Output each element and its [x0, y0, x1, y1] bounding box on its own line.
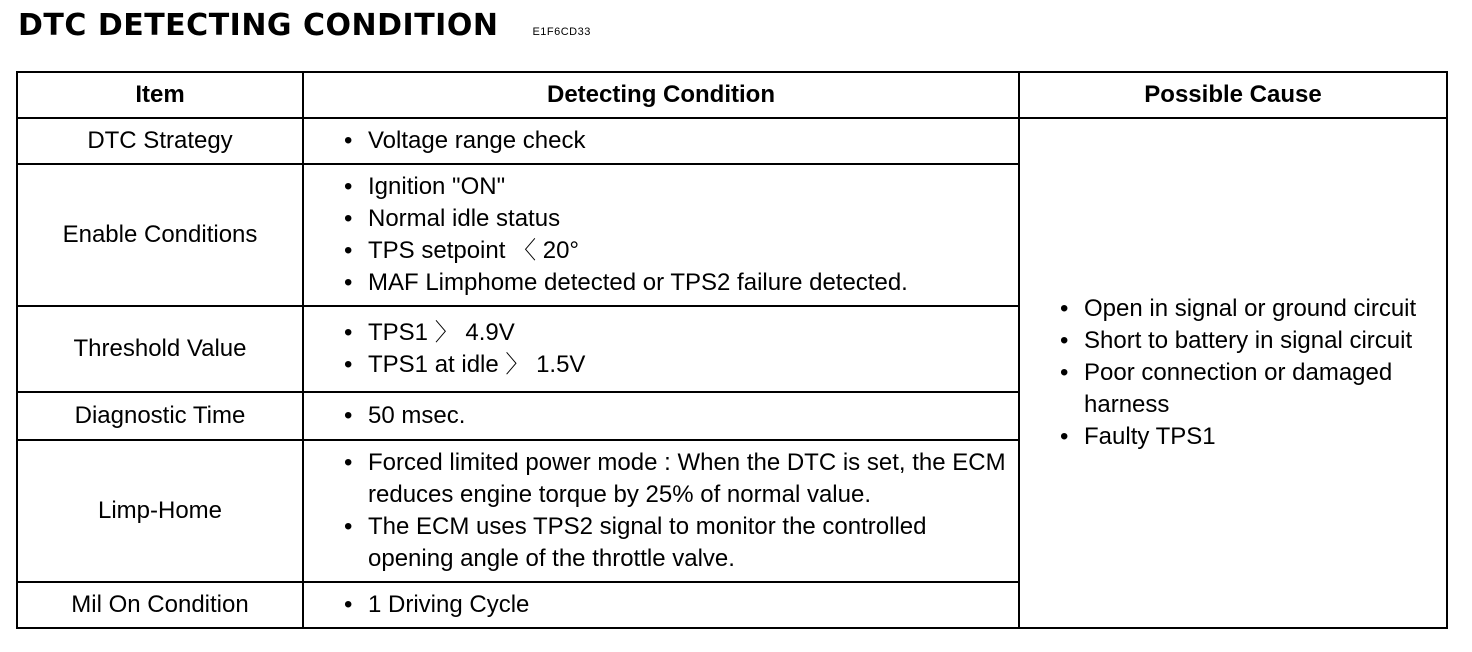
condition-cell: [303, 582, 1019, 628]
bullet-icon: •: [1060, 295, 1069, 322]
dtc-condition-table: [16, 71, 1448, 629]
list-item: • TPS1 〉 4.9V: [344, 317, 1010, 349]
list-item: • 1 Driving Cycle: [344, 589, 1010, 621]
bullet-icon: •: [344, 237, 353, 264]
item-cell: DTC Strategy: [17, 118, 303, 164]
table-row: [17, 118, 1447, 164]
list-item: • TPS setpoint 〈 20°: [344, 235, 1010, 267]
list-item: • Forced limited power mode : When the DTC is set, the ECM reduces engine torque by 25% of normal value.: [344, 449, 1006, 508]
bullet-icon: •: [344, 127, 353, 154]
list-item: • Poor connection or damaged harness: [1060, 359, 1393, 418]
list-item: • TPS1 at idle 〉 1.5V: [344, 349, 1010, 381]
list-item: • Normal idle status: [344, 203, 1010, 235]
list-item: • 50 msec.: [344, 400, 1010, 432]
table-header-row: [17, 72, 1447, 118]
list-item: • Faulty TPS1: [1060, 421, 1436, 453]
condition-cell: [303, 392, 1019, 440]
bullet-icon: •: [344, 402, 353, 429]
condition-list: [344, 447, 1010, 575]
bullet-icon: •: [344, 449, 353, 476]
bullet-icon: •: [344, 591, 353, 618]
bullet-icon: •: [344, 269, 353, 296]
condition-list: [344, 125, 1010, 157]
condition-list: [344, 317, 1010, 381]
bullet-icon: •: [344, 319, 353, 346]
condition-cell: [303, 306, 1019, 392]
bullet-icon: •: [1060, 423, 1069, 450]
list-item: • Open in signal or ground circuit: [1060, 293, 1436, 325]
item-cell: Enable Conditions: [17, 164, 303, 306]
bullet-icon: •: [344, 351, 353, 378]
item-cell: Limp-Home: [17, 440, 303, 582]
bullet-icon: •: [1060, 327, 1069, 354]
bullet-icon: •: [344, 513, 353, 540]
page-heading: [18, 8, 591, 43]
column-header-detecting-condition: Detecting Condition: [303, 72, 1019, 118]
page-title: DTC DETECTING CONDITION: [18, 8, 499, 43]
item-cell: Mil On Condition: [17, 582, 303, 628]
possible-cause-cell: [1019, 118, 1447, 628]
column-header-possible-cause: Possible Cause: [1019, 72, 1447, 118]
condition-cell: [303, 164, 1019, 306]
condition-list: [344, 171, 1010, 299]
possible-cause-list: [1060, 293, 1436, 453]
condition-list: [344, 589, 1010, 621]
bullet-icon: •: [1060, 359, 1069, 386]
list-item: • Voltage range check: [344, 125, 1010, 157]
condition-cell: [303, 440, 1019, 582]
list-item: • Ignition "ON": [344, 171, 1010, 203]
condition-list: [344, 400, 1010, 432]
list-item: • MAF Limphome detected or TPS2 failure detected.: [344, 267, 1010, 299]
column-header-item: Item: [17, 72, 303, 118]
list-item: • The ECM uses TPS2 signal to monitor the controlled opening angle of the throttle valve.: [344, 513, 927, 572]
list-item: • Short to battery in signal circuit: [1060, 325, 1436, 357]
item-cell: Threshold Value: [17, 306, 303, 392]
document-code: E1F6CD33: [532, 26, 591, 38]
item-cell: Diagnostic Time: [17, 392, 303, 440]
condition-cell: [303, 118, 1019, 164]
bullet-icon: •: [344, 173, 353, 200]
bullet-icon: •: [344, 205, 353, 232]
